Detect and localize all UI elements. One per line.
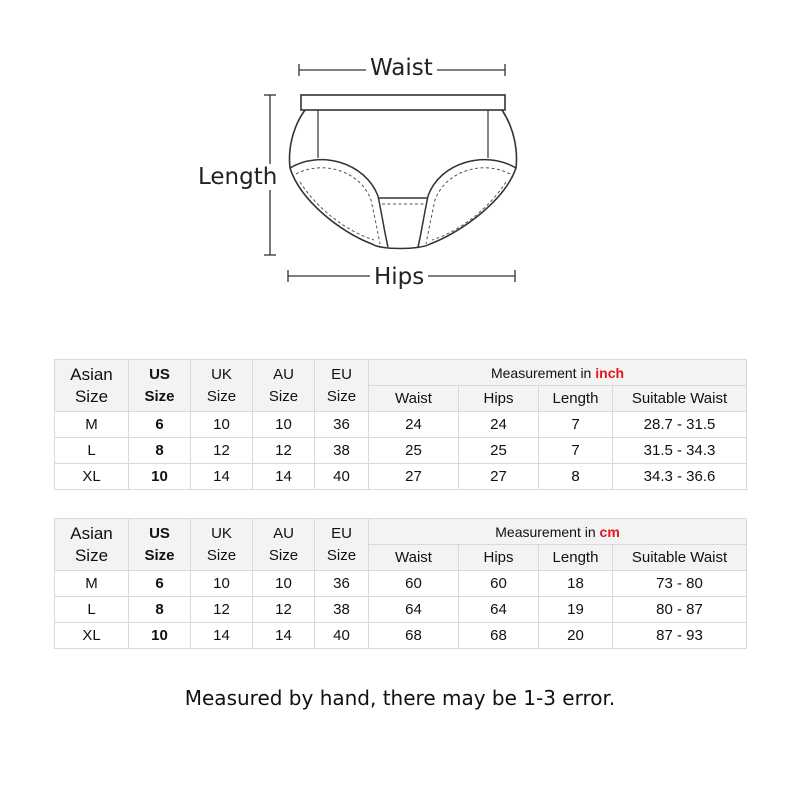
header-row [55, 519, 747, 545]
cell: 10 [253, 571, 315, 597]
eu-size-header: EU Size [315, 519, 369, 571]
cell: 27 [459, 464, 539, 490]
cell: 6 [129, 412, 191, 438]
cell: 60 [459, 571, 539, 597]
underwear-outline-illustration [0, 0, 800, 300]
length-header: Length [539, 386, 613, 412]
cell: L [55, 438, 129, 464]
eu-size-header: EU Size [315, 360, 369, 412]
cell: 10 [191, 412, 253, 438]
header-row [55, 360, 747, 386]
hips-header: Hips [459, 386, 539, 412]
cell: 40 [315, 464, 369, 490]
cell: 87 - 93 [613, 623, 747, 649]
cell: 14 [253, 623, 315, 649]
table-row [55, 464, 747, 490]
cell: 8 [129, 438, 191, 464]
suitable-waist-header: Suitable Waist [613, 386, 747, 412]
cell: 20 [539, 623, 613, 649]
cell: 28.7 - 31.5 [613, 412, 747, 438]
cell: 24 [459, 412, 539, 438]
cell: 14 [253, 464, 315, 490]
cell: 10 [191, 571, 253, 597]
cell: 25 [459, 438, 539, 464]
us-size-header: US Size [129, 519, 191, 571]
asian-size-header: Asian Size [55, 360, 129, 412]
length-label: Length [198, 164, 278, 190]
measurement-unit-header: Measurement in cm [369, 519, 747, 545]
cell: 60 [369, 571, 459, 597]
table-row [55, 571, 747, 597]
cell: 12 [253, 597, 315, 623]
table-row [55, 438, 747, 464]
cell: 73 - 80 [613, 571, 747, 597]
cell: L [55, 597, 129, 623]
size-chart-cm [54, 518, 747, 649]
cell: 19 [539, 597, 613, 623]
cell: 18 [539, 571, 613, 597]
cell: M [55, 571, 129, 597]
table-row [55, 623, 747, 649]
cell: 38 [315, 438, 369, 464]
table-row [55, 597, 747, 623]
hips-header: Hips [459, 545, 539, 571]
cell: 12 [191, 438, 253, 464]
cell: 40 [315, 623, 369, 649]
suitable-waist-header: Suitable Waist [613, 545, 747, 571]
cell: 34.3 - 36.6 [613, 464, 747, 490]
waist-header: Waist [369, 386, 459, 412]
cell: 64 [369, 597, 459, 623]
table-row [55, 412, 747, 438]
cell: 68 [459, 623, 539, 649]
cell: 7 [539, 412, 613, 438]
au-size-header: AU Size [253, 360, 315, 412]
cell: 12 [191, 597, 253, 623]
cell: 6 [129, 571, 191, 597]
waist-header: Waist [369, 545, 459, 571]
cell: 14 [191, 623, 253, 649]
cell: 14 [191, 464, 253, 490]
cell: 25 [369, 438, 459, 464]
cell: 8 [539, 464, 613, 490]
cell: 7 [539, 438, 613, 464]
cell: 10 [253, 412, 315, 438]
cell: 12 [253, 438, 315, 464]
unit-label: cm [599, 523, 620, 540]
cell: 8 [129, 597, 191, 623]
measurement-diagram [0, 0, 800, 300]
measurement-note: Measured by hand, there may be 1-3 error. [184, 686, 616, 710]
cell: 10 [129, 623, 191, 649]
cell: M [55, 412, 129, 438]
cell: 36 [315, 412, 369, 438]
measurement-unit-header: Measurement in inch [369, 360, 747, 386]
hips-label: Hips [370, 264, 428, 290]
cell: 64 [459, 597, 539, 623]
waist-label: Waist [366, 55, 437, 81]
size-chart-inch [54, 359, 747, 490]
length-header: Length [539, 545, 613, 571]
cell: 38 [315, 597, 369, 623]
cell: 31.5 - 34.3 [613, 438, 747, 464]
cell: 80 - 87 [613, 597, 747, 623]
asian-size-header: Asian Size [55, 519, 129, 571]
au-size-header: AU Size [253, 519, 315, 571]
cell: 68 [369, 623, 459, 649]
cell: 27 [369, 464, 459, 490]
cell: 10 [129, 464, 191, 490]
unit-label: inch [595, 364, 625, 381]
uk-size-header: UK Size [191, 360, 253, 412]
cell: 36 [315, 571, 369, 597]
cell: 24 [369, 412, 459, 438]
us-size-header: US Size [129, 360, 191, 412]
uk-size-header: UK Size [191, 519, 253, 571]
cell: XL [55, 623, 129, 649]
cell: XL [55, 464, 129, 490]
